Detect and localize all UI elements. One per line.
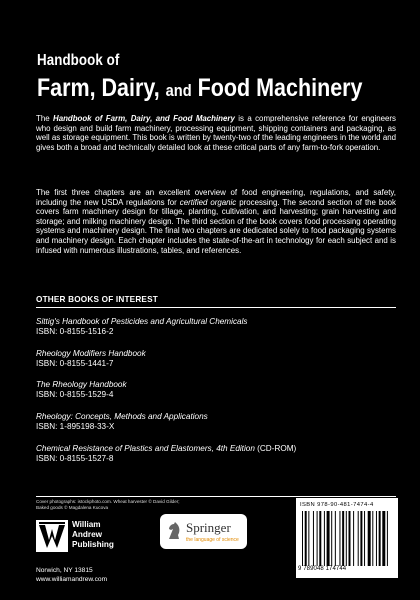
william-andrew-logo-icon	[36, 520, 68, 552]
barcode-bars-icon	[302, 511, 392, 566]
description-paragraph-2	[36, 188, 396, 255]
p1-prefix: The	[36, 114, 53, 123]
title-part-a: Farm, Dairy,	[37, 74, 166, 102]
cover-credits	[36, 499, 256, 511]
book-item	[36, 412, 208, 432]
book-item	[36, 380, 127, 400]
book-title: Rheology: Concepts, Methods and Applications	[36, 412, 208, 421]
p1-rest: is a comprehensive reference for engineers who design and build farm machinery, processing equipment, shipping containers and packaging, as well as storage equipment. This book is written by twenty-two of the leading engineers in the world and gives both a broad and technically detailed look at these critical parts of any farm-to-fork operation.	[36, 114, 396, 152]
springer-name: Springer	[186, 520, 231, 535]
publisher-city: Norwich, NY 13815	[36, 567, 93, 574]
publisher-name-line-1: William	[72, 520, 101, 529]
book-isbn: ISBN: 0-8155-1441-7	[36, 359, 114, 368]
book-title: The Rheology Handbook	[36, 380, 127, 389]
description-paragraph-1	[36, 114, 396, 152]
divider-bottom	[36, 496, 396, 497]
p2-italic: certified organic	[179, 197, 237, 207]
title-and: and	[165, 81, 192, 100]
springer-tagline: the language of science	[186, 537, 239, 543]
p2-part-a: The first three chapters are an excellent overview of food engineering, regulations, and safety, including the new USDA regulations for	[36, 188, 396, 207]
other-books-heading: OTHER BOOKS OF INTEREST	[36, 295, 158, 304]
publisher-name-line-3: Publishing	[72, 540, 114, 549]
book-title: Rheology Modifiers Handbook	[36, 349, 146, 358]
credits-line-1: Cover photographs: istockphoto.com. Wheat harvester © David Gilder;	[36, 499, 180, 504]
springer-logo	[160, 514, 247, 549]
divider-top	[36, 307, 396, 308]
springer-chess-knight-icon	[166, 520, 182, 540]
book-isbn: ISBN: 0-8155-1527-8	[36, 454, 114, 463]
title-line-1: Handbook of	[37, 52, 120, 69]
barcode	[296, 498, 398, 578]
book-title: Sittig's Handbook of Pesticides and Agricultural Chemicals	[36, 317, 248, 326]
book-suffix: (CD-ROM)	[254, 444, 297, 453]
p1-book-title: Handbook of Farm, Dairy, and Food Machinery	[53, 114, 235, 123]
barcode-number: 9 789048 174744	[298, 566, 347, 572]
book-title: Chemical Resistance of Plastics and Elastomers, 4th Edition	[36, 444, 255, 453]
book-isbn: ISBN: 0-8155-1516-2	[36, 327, 114, 336]
publisher-website: www.williamandrew.com	[36, 576, 108, 583]
isbn-13: ISBN 978-90-481-7474-4	[300, 502, 374, 508]
p2-part-b: processing. The second section of the book covers farm machinery design for tillage, planting, cultivation, and harvesting; grain harvesting and storage; and milking machinery design. The third section of the book covers food processing operating systems and machinery design. The final two chapters are dedicated solely to food packaging systems and machinery design. Each chapter includes the state-of-the-art in technology for each subject and is infused with numerous illustrations, tables, and references.	[36, 197, 396, 255]
book-item	[36, 317, 248, 337]
credits-line-2: Baked goods © Magdalena Kucova	[36, 505, 109, 510]
publisher-address	[36, 566, 107, 584]
publisher-name-line-2: Andrew	[72, 530, 103, 539]
title-line-2	[37, 74, 362, 103]
book-item	[36, 349, 146, 369]
publisher-name	[72, 520, 114, 550]
title-part-b: Food Machinery	[191, 74, 363, 102]
book-isbn: ISBN: 0-8155-1529-4	[36, 390, 114, 399]
book-item	[36, 444, 296, 464]
book-isbn: ISBN: 1-895198-33-X	[36, 422, 115, 431]
